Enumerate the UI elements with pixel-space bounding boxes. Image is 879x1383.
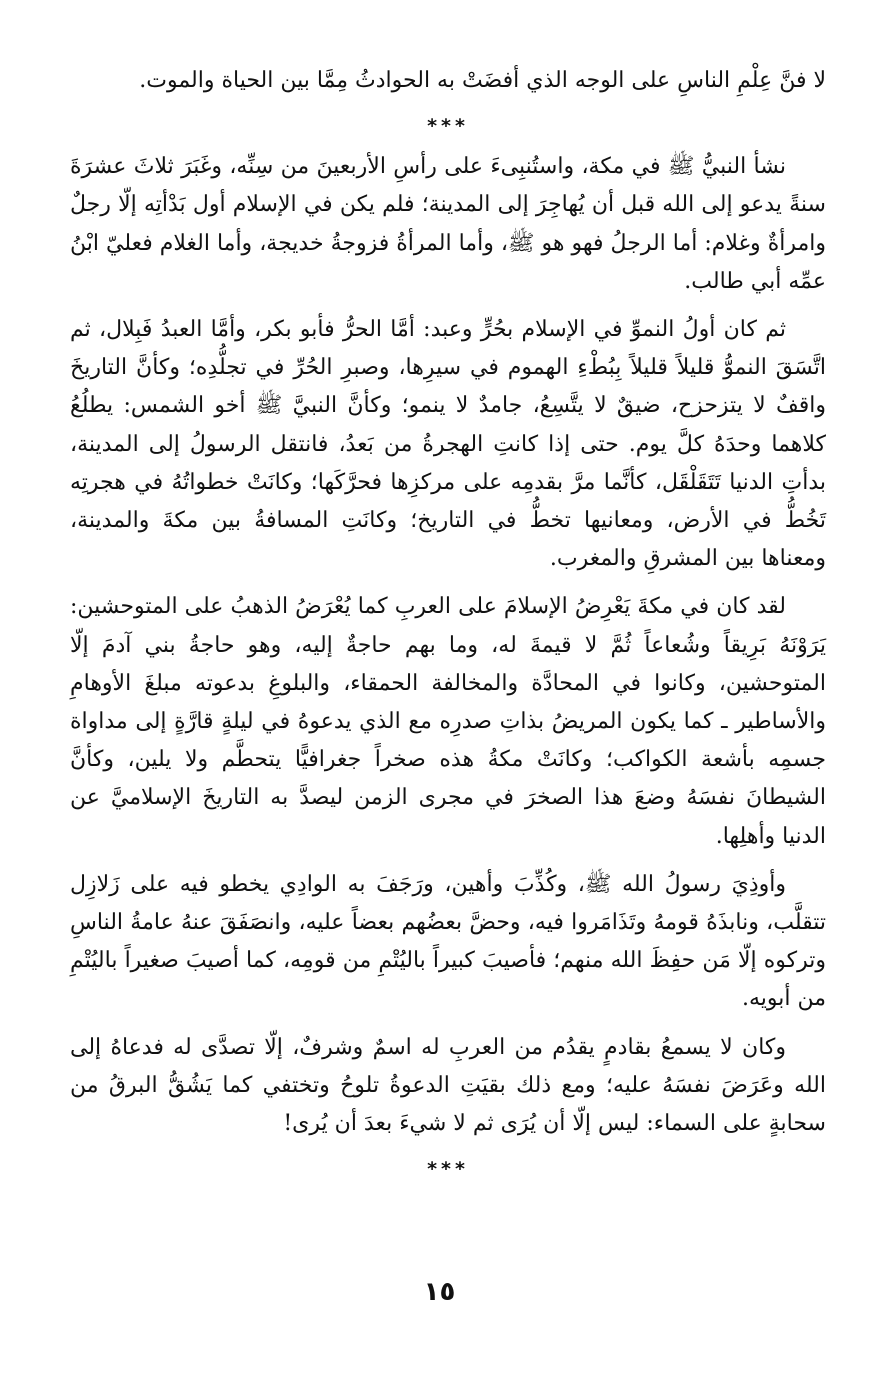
paragraph-1: لا فنَّ عِلْمِ الناسِ على الوجه الذي أفضَتْ به الحوادثُ مِمَّا بين الحياة والموت.: [139, 68, 826, 93]
section-separator-2: ***: [427, 1158, 469, 1181]
paragraph-4: لقد كان في مكةَ يَعْرِضُ الإسلامَ على العربِ كما يُعْرَضُ الذهبُ على المتوحشين: يَرَوْنَهُ بَرِيقاً وشُعاعاً ثُمَّ لا قيمةَ له، وما بهم حاجةٌ إليه، وهو حاجةُ بني آدمَ إلّا المتوحشين، وكانوا في المحادَّة والمخالفة الحمقاء، والبلوغِ بدعوته مبلغَ الأوهامِ والأساطير ـ كما يكون المريضُ بذاتِ صدرِه مع الذي يدعوهُ في ليلةٍ قارَّةٍ إلى مداواة جسمِه بأشعة الكواكب؛ وكانَتْ مكةُ هذه صخراً جغرافيًّا يتحطَّم ولا يلين، وكأنَّ الشيطانَ نفسَهُ وضعَ هذا الصخرَ في مجرى الزمن ليصدَّ به التاريخَ الإسلاميَّ عن الدنيا وأهلِها.: [70, 594, 826, 849]
paragraph-2: نشأ النبيُّ ﷺ في مكة، واستُنبِىءَ على رأسِ الأربعينَ من سِنِّه، وغَبَرَ ثلاثَ عشرَةَ سنةً يدعو إلى الله قبل أن يُهاجِرَ إلى المدينة؛ فلم يكن في الإسلام أول بَدْأتِه إلّا رجلٌ وامرأةٌ وغلام: أما الرجلُ فهو هو ﷺ، وأما المرأةُ فزوجةُ خديجة، وأما الغلام فعليّ ابْنُ عمِّه أبي طالب.: [70, 154, 826, 294]
paragraph-3: ثم كان أولُ النموِّ في الإسلام بحُرٍّ وعبد: أمَّا الحرُّ فأبو بكر، وأمَّا العبدُ فَبِلال، ثم اتَّسَقَ النموُّ قليلاً قليلاً بِبُطْءِ الهموم في سيرِها، وصبرِ الحُرِّ في تجلُّدِه؛ وكأنَّ التاريخَ واقفٌ لا يتزحزح، ضيقٌ لا يتَّسِعُ، جامدٌ لا ينمو؛ وكأنَّ النبيَّ ﷺ أخو الشمس: يطلُعُ كلاهما وحدَهُ كلَّ يوم. حتى إذا كانتِ الهجرةُ من بَعدُ، فانتقل الرسولُ إلى المدينة، بدأتِ الدنيا تَتَقَلْقَل، كأنَّما مرَّ بقدمِه على مركزِها فحرَّكَها؛ وكانَتْ خطواتُهُ في هجرتِه تَخُطُّ في الأرض، ومعانيها تخطُّ في التاريخ؛ وكانَتِ المسافةُ بين مكةَ والمدينة، ومعناها بين المشرقِ والمغرب.: [70, 317, 826, 572]
paragraph-5: وأوذِيَ رسولُ الله ﷺ، وكُذِّبَ وأهين، ورَجَفَ به الوادِي يخطو فيه على زَلازِل تتقلَّب، ونابذَهُ قومهُ وتَذَامَروا فيه، وحضَّ بعضُهم بعضاً عليه، وانصَفَقَ عنهُ عامةُ الناسِ وتركوه إلّا مَن حفِظَ الله منهم؛ فأصيبَ كبيراً باليُتْمِ من قومِه، كما أصيبَ صغيراً باليُتْمِ من أبويه.: [70, 871, 826, 1012]
document-page: [70, 62, 826, 1181]
page-number: ١٥: [423, 1277, 456, 1307]
section-separator-1: ***: [427, 115, 469, 138]
paragraph-6: وكان لا يسمعُ بقادمٍ يقدُم من العربِ له اسمٌ وشرفٌ، إلّا تصدَّى له فدعاهُ إلى الله وعَرَضَ نفسَهُ عليه؛ ومع ذلك بقيَتِ الدعوةُ تلوحُ وتختفي كما يَشُقُّ البرقُ من سحابةٍ على السماء: ليس إلّا أن يُرَى ثم لا شيءَ بعدَ أن يُرى!: [70, 1034, 826, 1137]
